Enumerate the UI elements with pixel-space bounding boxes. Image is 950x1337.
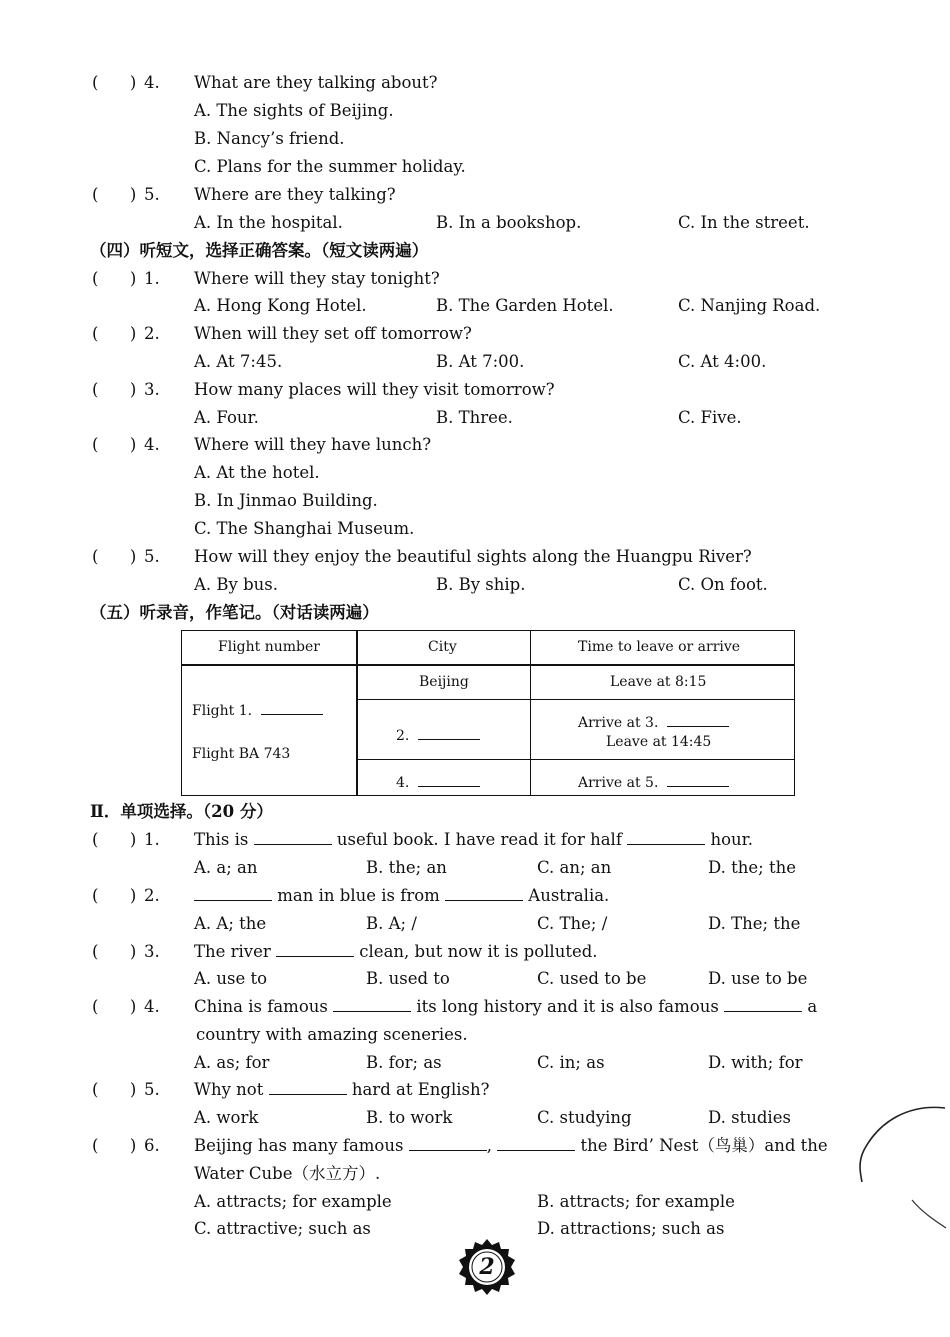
option: C. At 4:00.	[678, 352, 767, 371]
option: A. In the hospital.	[194, 213, 343, 232]
option: B. A; /	[366, 914, 417, 933]
options-row	[194, 1215, 894, 1243]
question-text: This is	[194, 830, 249, 849]
city-cell: Beijing	[419, 674, 469, 690]
option: A. A; the	[194, 914, 267, 933]
option: A. a; an	[194, 858, 258, 877]
question-number: 5.	[144, 547, 160, 566]
option: C. in; as	[537, 1053, 605, 1072]
question-text: How many places will they visit tomorrow?	[194, 380, 555, 399]
table-rule	[356, 631, 358, 795]
question-text: Why not	[194, 1080, 264, 1099]
option: C. Plans for the summer holiday.	[194, 157, 466, 176]
answer-bracket[interactable]: ( )	[92, 942, 137, 961]
question-text: Beijing has many famous	[194, 1136, 404, 1155]
option: B. At 7:00.	[436, 352, 525, 371]
question-number: 1.	[144, 830, 160, 849]
page-number: 2	[479, 1254, 495, 1280]
option: D. attractions; such as	[537, 1219, 725, 1238]
option: D. The; the	[708, 914, 801, 933]
question-text: When will they set off tomorrow?	[194, 324, 472, 343]
answer-bracket[interactable]: ( )	[92, 830, 137, 849]
answer-bracket[interactable]: ( )	[92, 185, 137, 204]
question-row	[92, 320, 472, 348]
question-text: the Bird’ Nest（鸟巢）and the	[580, 1136, 828, 1155]
question-text: Where are they talking?	[194, 185, 396, 204]
option: C. studying	[537, 1108, 632, 1127]
option: A. work	[194, 1108, 259, 1127]
option: C. On foot.	[678, 575, 768, 594]
answer-blank[interactable]	[667, 708, 729, 727]
answer-blank[interactable]	[667, 768, 729, 787]
question-number: 4.	[144, 435, 160, 454]
table-header: City	[428, 639, 457, 655]
question-text: The river	[194, 942, 271, 961]
option: C. Five.	[678, 408, 742, 427]
table-header: Time to leave or arrive	[578, 639, 741, 655]
table-rule	[182, 664, 794, 666]
table-header: Flight number	[218, 639, 320, 655]
option: A. The sights of Beijing.	[194, 101, 394, 120]
option: A. Hong Kong Hotel.	[194, 296, 367, 315]
options-row	[194, 910, 894, 938]
answer-blank[interactable]	[724, 993, 802, 1012]
question-text: a	[807, 997, 818, 1016]
options-row	[194, 348, 894, 376]
flight-cell: Flight 1.	[192, 696, 323, 719]
question-text: ,	[486, 1136, 492, 1155]
option: B. In Jinmao Building.	[194, 491, 378, 510]
option: C. The Shanghai Museum.	[194, 519, 415, 538]
question-row	[92, 543, 752, 571]
time-cell: Leave at 8:15	[610, 674, 707, 690]
options-row	[194, 404, 894, 432]
answer-blank[interactable]	[333, 993, 411, 1012]
option: D. with; for	[708, 1053, 803, 1072]
answer-bracket[interactable]: ( )	[92, 997, 137, 1016]
answer-bracket[interactable]: ( )	[92, 886, 137, 905]
option: C. Nanjing Road.	[678, 296, 821, 315]
option: D. use to be	[708, 969, 808, 988]
question-number: 1.	[144, 269, 160, 288]
option: B. The Garden Hotel.	[436, 296, 614, 315]
question-text: its long history and it is also famous	[416, 997, 719, 1016]
question-number: 3.	[144, 380, 160, 399]
question-row	[92, 938, 598, 966]
section-heading: Ⅱ．单项选择。（20 分）	[90, 802, 273, 821]
option: D. studies	[708, 1108, 791, 1127]
answer-blank[interactable]	[445, 882, 523, 901]
option: A. as; for	[194, 1053, 270, 1072]
question-row	[92, 826, 753, 854]
option: A. attracts; for example	[194, 1192, 392, 1211]
question-number: 4.	[144, 73, 160, 92]
question-text: man in blue is from	[277, 886, 440, 905]
answer-bracket[interactable]: ( )	[92, 435, 137, 454]
question-row	[92, 1076, 489, 1104]
answer-blank[interactable]	[194, 882, 272, 901]
option: B. used to	[366, 969, 450, 988]
option: B. the; an	[366, 858, 447, 877]
time-cell: Arrive at 5.	[578, 768, 729, 791]
option: C. In the street.	[678, 213, 810, 232]
option: C. used to be	[537, 969, 647, 988]
city-cell: 4.	[396, 768, 480, 791]
option: B. for; as	[366, 1053, 442, 1072]
options-row	[194, 854, 894, 882]
answer-blank[interactable]	[261, 696, 323, 715]
answer-bracket[interactable]: ( )	[92, 547, 137, 566]
option: A. Four.	[194, 408, 259, 427]
question-text: country with amazing sceneries.	[196, 1025, 468, 1044]
flight-notes-table	[181, 630, 795, 796]
option: B. Nancy’s friend.	[194, 129, 345, 148]
option: A. use to	[194, 969, 268, 988]
question-text: China is famous	[194, 997, 328, 1016]
question-number: 4.	[144, 997, 160, 1016]
answer-bracket[interactable]: ( )	[92, 73, 137, 92]
pen-mark-icon	[850, 1100, 950, 1260]
option: B. Three.	[436, 408, 513, 427]
time-cell: Arrive at 3.	[578, 708, 729, 731]
table-rule	[356, 699, 794, 700]
answer-bracket[interactable]: ( )	[92, 1080, 137, 1099]
question-text: Where will they have lunch?	[194, 435, 432, 454]
question-number: 6.	[144, 1136, 160, 1155]
option: A. At 7:45.	[194, 352, 283, 371]
city-cell: 2.	[396, 721, 480, 744]
answer-bracket[interactable]: ( )	[92, 269, 137, 288]
table-rule	[356, 759, 794, 760]
question-row	[92, 431, 431, 459]
option: B. In a bookshop.	[436, 213, 582, 232]
answer-blank[interactable]	[254, 826, 332, 845]
question-row	[92, 265, 440, 293]
section-heading: （四）听短文，选择正确答案。（短文读两遍）	[90, 241, 429, 260]
question-row	[92, 69, 438, 97]
answer-blank[interactable]	[497, 1132, 575, 1151]
options-row	[194, 571, 894, 599]
answer-bracket[interactable]: ( )	[92, 1136, 137, 1155]
options-row	[194, 292, 894, 320]
answer-blank[interactable]	[627, 826, 705, 845]
question-text: How will they enjoy the beautiful sights along the Huangpu River?	[194, 547, 752, 566]
question-number: 2.	[144, 324, 160, 343]
option: C. attractive; such as	[194, 1219, 371, 1238]
page-number-seal-icon	[458, 1238, 516, 1296]
question-number: 5.	[144, 185, 160, 204]
question-number: 5.	[144, 1080, 160, 1099]
options-row	[194, 965, 894, 993]
section-heading: （五）听录音，作笔记。（对话读两遍）	[90, 603, 379, 622]
question-row	[92, 1132, 828, 1160]
option: C. an; an	[537, 858, 612, 877]
answer-blank[interactable]	[418, 768, 480, 787]
option: A. By bus.	[194, 575, 278, 594]
options-row	[194, 1188, 894, 1216]
flight-cell: Flight BA 743	[192, 746, 291, 762]
options-row	[194, 209, 894, 237]
question-row	[92, 376, 555, 404]
question-text: Where will they stay tonight?	[194, 269, 440, 288]
question-text: What are they talking about?	[194, 73, 438, 92]
options-row	[194, 1049, 894, 1077]
question-row	[92, 882, 609, 910]
question-row	[92, 993, 817, 1021]
answer-bracket[interactable]: ( )	[92, 380, 137, 399]
answer-bracket[interactable]: ( )	[92, 324, 137, 343]
question-text: Australia.	[528, 886, 610, 905]
answer-blank[interactable]	[276, 938, 354, 957]
question-number: 2.	[144, 886, 160, 905]
answer-blank[interactable]	[409, 1132, 487, 1151]
option: A. At the hotel.	[194, 463, 320, 482]
answer-blank[interactable]	[269, 1076, 347, 1095]
table-rule	[530, 631, 531, 795]
question-text: useful book. I have read it for half	[336, 830, 622, 849]
question-text: hour.	[710, 830, 753, 849]
answer-blank[interactable]	[418, 721, 480, 740]
question-text: Water Cube（水立方）.	[194, 1164, 381, 1183]
question-row	[92, 181, 396, 209]
option: D. the; the	[708, 858, 796, 877]
option: B. to work	[366, 1108, 453, 1127]
options-row	[194, 1104, 894, 1132]
option: C. The; /	[537, 914, 608, 933]
option: B. attracts; for example	[537, 1192, 735, 1211]
question-number: 3.	[144, 942, 160, 961]
option: B. By ship.	[436, 575, 526, 594]
question-text: clean, but now it is polluted.	[359, 942, 598, 961]
time-cell: Leave at 14:45	[606, 734, 712, 750]
question-text: hard at English?	[351, 1080, 490, 1099]
